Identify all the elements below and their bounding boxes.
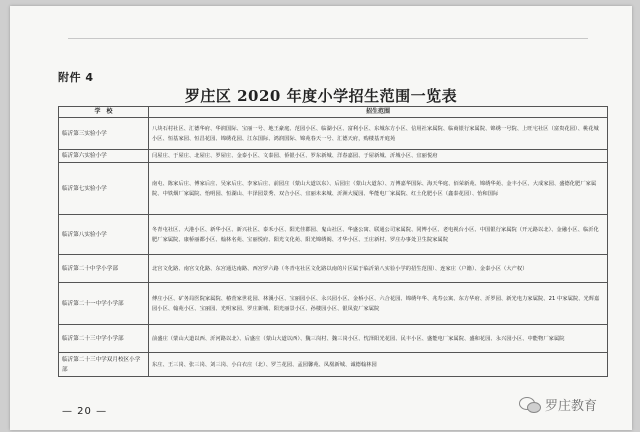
wechat-icon bbox=[519, 396, 541, 414]
school-name: 临沂第八实验小学 bbox=[59, 215, 149, 255]
table-row bbox=[59, 283, 608, 325]
school-name: 临沂第二十三中学双月校区小学部 bbox=[59, 353, 149, 377]
school-name: 临沂第二十三中学小学部 bbox=[59, 325, 149, 353]
enrollment-scope: 前盛庄（蒙山大道以西、沂河路以北）、后盛庄（蒙山大道以西）、魏三岗村、魏三岗小区、忱泽阳光花园、民丰小区、盛能电厂家属院、盛和花园、永兴园小区、中能物厂家属院 bbox=[149, 325, 608, 353]
school-name: 临沂第六实验小学 bbox=[59, 150, 149, 163]
table-row bbox=[59, 118, 608, 150]
page-number: — 20 — bbox=[62, 406, 108, 417]
header-rule bbox=[68, 38, 588, 39]
table-row bbox=[59, 325, 608, 353]
watermark-text: 罗庄教育 bbox=[545, 399, 598, 414]
table-header-row bbox=[59, 107, 608, 118]
table-row bbox=[59, 163, 608, 215]
watermark bbox=[519, 395, 597, 414]
enrollment-scope: 八块石村社区、汇德华府、华润国际、宝丽一号、地王豪庭、范园小区、临湖小区、富利小区、东城东方小区、信用社家属院、临商银行家属院、锦绣一号院、上旺宅社区（富贵花园）、桃花城小区、恒基家园、恒昌花园、锦绣花园、江东国际、鸿润国际、锦苑春天一号、汇德天府，购楼基开庭苑 bbox=[149, 118, 608, 150]
document-page bbox=[10, 6, 632, 430]
table-row bbox=[59, 255, 608, 283]
enrollment-scope: 闫屋庄、于屋庄、北屋庄、罗屋庄、金泰小区、文泰园、侨银小区、罗东新城、洋春嘉园、于屋新城、沂城小区、宜丽悦府 bbox=[149, 150, 608, 163]
school-name: 临沂第三实验小学 bbox=[59, 118, 149, 150]
enrollment-range-table bbox=[58, 106, 608, 377]
school-name: 临沂第二十一中学小学部 bbox=[59, 283, 149, 325]
document-title: 罗庄区 2020 年度小学招生范围一览表 bbox=[184, 87, 458, 105]
header-school: 学 校 bbox=[59, 107, 149, 118]
attachment-label: 附件 4 bbox=[58, 71, 94, 84]
enrollment-scope: 北宫文化路、南宫文化路、东宫通达南路、西宫罗六路（冬青屯社区文化路以南的片区属于临沂第八实验小学的招生范围）、连家庄（户籍）、金泰小区（大产权） bbox=[149, 255, 608, 283]
table-row bbox=[59, 215, 608, 255]
header-scope: 招生范围 bbox=[149, 107, 608, 118]
school-name: 临沂第二十中学小学部 bbox=[59, 255, 149, 283]
table-row bbox=[59, 353, 608, 377]
enrollment-scope: 南屯、陈家后庄、傅家后庄、吴家后庄、李家后庄、前园庄（蒙山大道以东）、后园庄（蒙山大道东）、万博嘉华国际、海天华庭、佰荣新苑、锦绣华苑、金丰小区、大成家园、盛德化肥厂家属院、中铁烟厂家属院、怡明园、恒湖山、丰泽园景秀、双合小区、宜丽未来城、沂洲大厦园、华能电厂家属院、红土化肥小区（鑫泰花园）、怡和国际 bbox=[149, 163, 608, 215]
enrollment-scope: 傅庄小区、矿务局医院家属院、椿萱家世花园、林溪小区、宝丽园小区、永兴园小区、金桥小区、六合花园、锦绣年华、兆寿公寓、东方华府、沂罗园、新光电力家属院、21 中家属院、光辉嘉园小区、翰苑小区、宝丽园、光明家园、罗庄新城、阳光丽景小区、孙楼园小区、银凤瓷厂家属院 bbox=[149, 283, 608, 325]
table-row bbox=[59, 150, 608, 163]
school-name: 临沂第七实验小学 bbox=[59, 163, 149, 215]
enrollment-scope: 冬青屯社区、大港小区、新华小区、新兴社区、泰禾小区、阳光佳郡园、鬼山社区、华盛公寓、联通公司家属院、同博小区、老电视台小区、中国银行家属院（开元路以北）、金融小区、临沂化肥厂家属院、康桥丽都小区、翰林名苑、宝丽悦府、阳光文化苑、阳光锦绣阁、才华小区、王庄新村、罗庄办事处卫生院家属院 bbox=[149, 215, 608, 255]
enrollment-scope: 东庄、王三岗、张三岗、刘三岗、小白衣庄（北）、罗兰花园、孟园馨苑、凤凰新城、诚德翰林园 bbox=[149, 353, 608, 377]
